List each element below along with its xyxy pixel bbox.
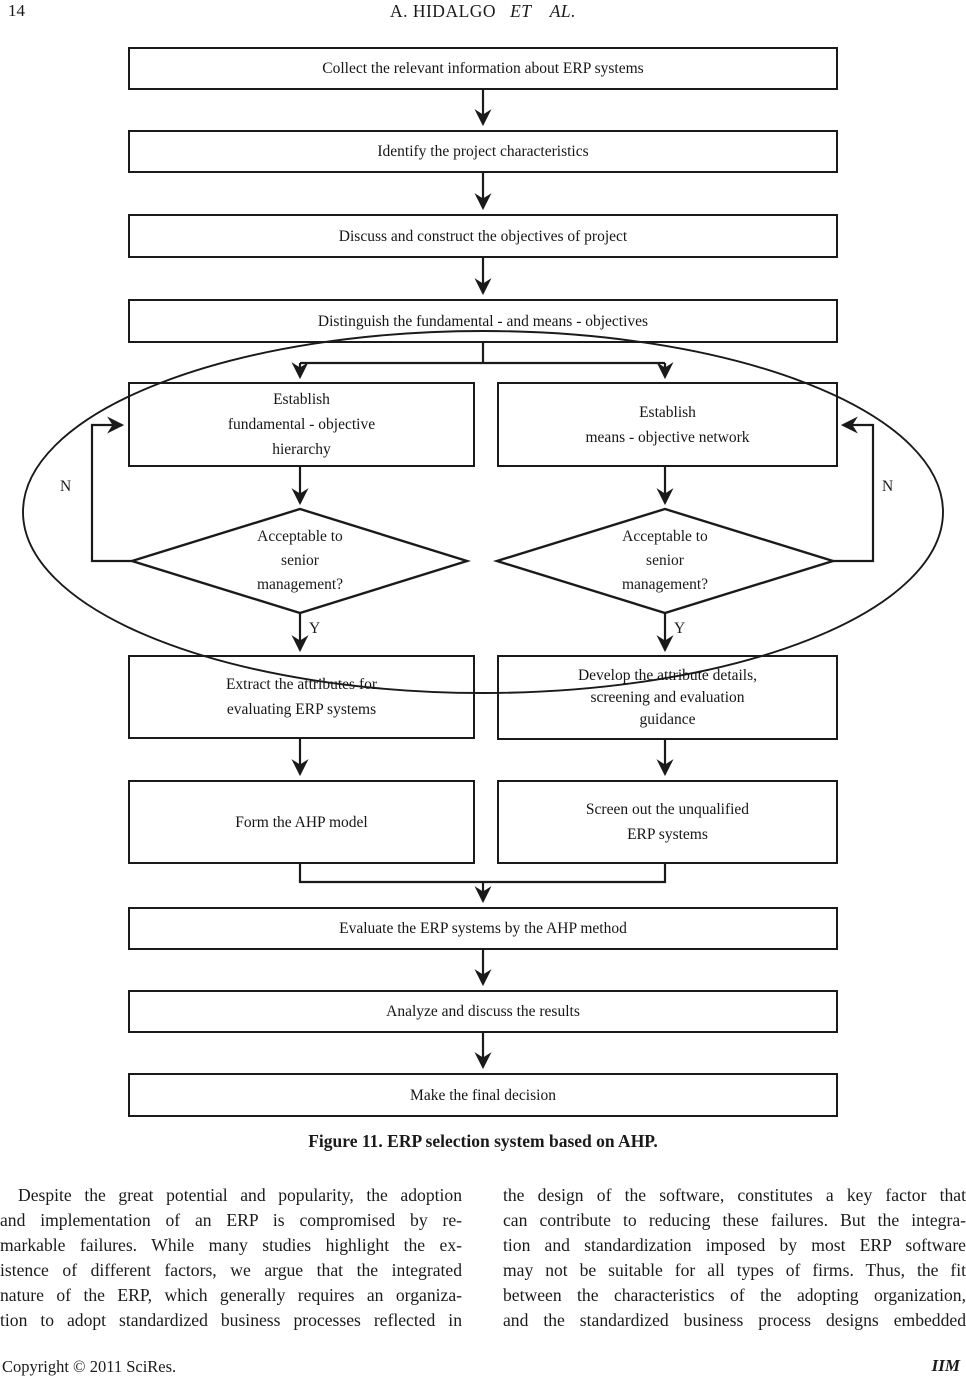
- running-title: [0, 1, 966, 22]
- node-line: Establish: [639, 403, 696, 421]
- flowchart-node-screen: [497, 780, 838, 864]
- figure-caption: Figure 11. ERP selection system based on AHP.: [308, 1131, 658, 1151]
- body-line: can contribute to reducing these failures. But the integra-: [503, 1209, 966, 1230]
- flowchart-node-distinguish: [128, 299, 838, 343]
- node-line: Extract the attributes for: [225, 676, 378, 693]
- page-number: 14: [8, 1, 25, 20]
- footer-copyright: Copyright © 2011 SciRes.: [2, 1357, 177, 1376]
- branch-label-no-left: N: [60, 478, 72, 495]
- flowchart-node-collect: [128, 47, 838, 90]
- node-line: management?: [621, 576, 709, 593]
- body-line: nature of the ERP, which generally requires an organiza-: [0, 1284, 462, 1305]
- node-label: Analyze and discuss the results: [386, 1003, 580, 1020]
- body-line: and implementation of an ERP is compromised by re-: [0, 1209, 462, 1230]
- node-line: means - objective network: [585, 428, 750, 446]
- node-label: Make the final decision: [410, 1086, 556, 1104]
- branch-label-yes-right: Y: [674, 620, 686, 637]
- running-title-authors: A. HIDALGO: [389, 1, 497, 21]
- flowchart-node-establish-hierarchy: [128, 382, 475, 467]
- body-line: and the standardized business process designs embedded: [503, 1309, 966, 1330]
- node-line: screening and evaluation: [590, 688, 745, 706]
- flowchart-node-develop: [497, 655, 838, 740]
- flowchart-node-decide: [128, 1073, 838, 1117]
- footer-journal-abbrev: IIM: [931, 1356, 960, 1375]
- node-line: senior: [646, 552, 684, 569]
- node-label: Identify the project characteristics: [377, 143, 589, 160]
- node-label: Distinguish the fundamental - and means - objectives: [317, 312, 649, 330]
- flowchart-node-extract: [128, 655, 475, 739]
- flowchart-node-form: [128, 780, 475, 864]
- body-column-right: [503, 1183, 966, 1332]
- body-column-left: [0, 1183, 462, 1332]
- body-line: Despite the great potential and popularity, the adoption: [18, 1185, 462, 1205]
- body-line: markable failures. While many studies highlight the ex-: [0, 1234, 462, 1255]
- node-label: Form the AHP model: [235, 813, 368, 831]
- body-line: tion and standardization imposed by most ERP software: [503, 1234, 966, 1255]
- flowchart-node-acceptable-left: [210, 521, 390, 601]
- branch-label-yes-left: Y: [309, 620, 321, 637]
- node-line: Acceptable to: [622, 528, 708, 545]
- node-line: Screen out the unqualified: [585, 801, 750, 818]
- flowchart-node-acceptable-right: [575, 521, 755, 601]
- branch-label-no-right: N: [882, 478, 894, 495]
- running-title-etal: ET AL.: [510, 1, 577, 21]
- node-label: Collect the relevant information about ERP systems: [322, 60, 644, 77]
- node-line: Develop the attribute details,: [577, 666, 758, 684]
- node-label: Evaluate the ERP systems by the AHP method: [339, 920, 627, 937]
- node-line: fundamental - objective: [227, 416, 376, 433]
- node-line: Acceptable to: [257, 528, 343, 545]
- body-line: tion to adopt standardized business processes reflected in: [0, 1309, 462, 1330]
- flowchart-node-analyze: [128, 990, 838, 1033]
- node-line: Establish: [273, 391, 330, 408]
- node-line: guidance: [639, 710, 696, 728]
- body-line: may not be suitable for all types of firms. Thus, the fit: [503, 1259, 966, 1280]
- body-line: istence of different factors, we argue that the integrated: [0, 1259, 462, 1280]
- flowchart-node-discuss: [128, 214, 838, 258]
- flowchart-node-evaluate: [128, 907, 838, 950]
- node-line: senior: [281, 552, 319, 569]
- node-line: ERP systems: [627, 826, 708, 843]
- body-line: between the characteristics of the adopting organization,: [503, 1284, 966, 1305]
- node-line: evaluating ERP systems: [226, 701, 377, 718]
- body-line: the design of the software, constitutes a key factor that: [503, 1185, 966, 1205]
- node-line: management?: [256, 576, 344, 593]
- flowchart-node-establish-network: [497, 382, 838, 467]
- node-label: Discuss and construct the objectives of project: [338, 227, 628, 245]
- node-line: hierarchy: [272, 441, 331, 458]
- flowchart-node-identify: [128, 130, 838, 173]
